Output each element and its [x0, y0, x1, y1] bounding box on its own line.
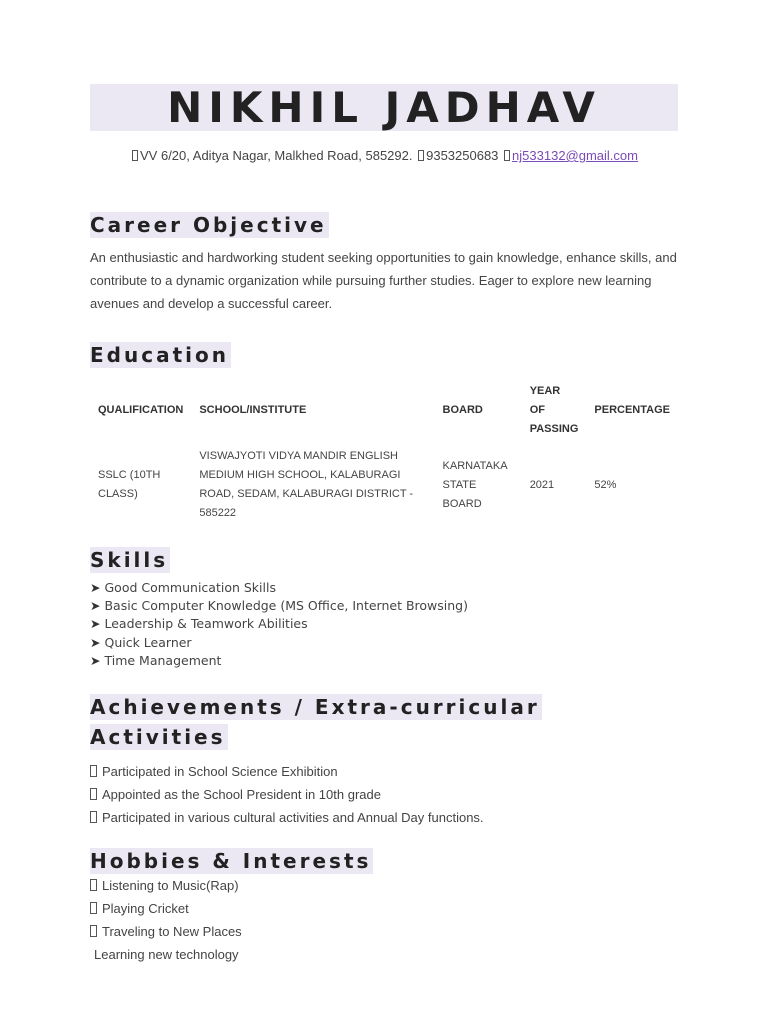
arrow-bullet-icon: ➤ [90, 616, 101, 632]
list-item: ➤ Good Communication Skills [90, 580, 276, 595]
list-item: ➤ Leadership & Teamwork Abilities [90, 616, 308, 632]
arrow-bullet-icon: ➤ [90, 634, 101, 650]
list-item: Participated in various cultural activities and Annual Day functions. [90, 806, 678, 829]
achievements-list [90, 760, 678, 829]
section-title-education: Education [90, 343, 229, 367]
col-header-qualification: QUALIFICATION [98, 404, 184, 416]
career-objective-text: An enthusiastic and hardworking student seeking opportunities to gain knowledge, enhance skills, and contribute to a dynamic organization while pursuing further studies. Eager to explore new learning avenues and develop a successful career. [90, 250, 677, 311]
list-item: Listening to Music(Rap) [90, 874, 678, 897]
list-item: Appointed as the School President in 10th grade [90, 783, 678, 806]
col-header-percentage: PERCENTAGE [594, 404, 670, 416]
section-title-achievements-line1: Achievements / Extra-curricular [90, 695, 540, 720]
career-objective-section [90, 212, 678, 315]
bullet-box-icon [90, 879, 97, 891]
section-title-career-objective: Career Objective [90, 213, 327, 237]
list-item: ➤ Time Management [90, 652, 222, 668]
contact-email-link[interactable]: nj533132@gmail.com [512, 148, 638, 163]
bullet-box-icon [90, 788, 97, 800]
bullet-box-icon [90, 925, 97, 937]
list-item: Playing Cricket [90, 897, 678, 920]
location-icon [132, 150, 138, 161]
skills-list [90, 579, 678, 670]
cell-year: 2021 [529, 478, 555, 491]
arrow-bullet-icon: ➤ [90, 598, 101, 614]
hobbies-list [90, 874, 678, 966]
education-table [90, 378, 678, 527]
col-header-board: BOARD [442, 404, 483, 416]
arrow-bullet-icon: ➤ [90, 652, 101, 668]
section-title-skills: Skills [90, 548, 169, 572]
section-title-achievements-line2: Activities [90, 725, 226, 750]
table-row [90, 443, 678, 527]
contact-phone: 9353250683 [426, 148, 499, 163]
bullet-box-icon [90, 902, 97, 914]
education-table-header [90, 378, 678, 443]
list-item: ➤ Basic Computer Knowledge (MS Office, Internet Browsing) [90, 598, 468, 614]
col-header-year: YEAR OF PASSING [529, 385, 579, 435]
contact-address: VV 6/20, Aditya Nagar, Malkhed Road, 585292. [140, 148, 413, 163]
list-item: Traveling to New Places [90, 920, 678, 943]
bullet-box-icon [90, 811, 97, 823]
candidate-name: NIKHIL JADHAV [167, 83, 601, 132]
achievements-section [90, 694, 678, 829]
col-header-school: SCHOOL/INSTITUTE [199, 404, 307, 416]
list-item: Participated in School Science Exhibition [90, 760, 678, 783]
phone-icon [418, 150, 424, 161]
contact-line [90, 148, 678, 163]
email-icon [504, 150, 510, 161]
arrow-bullet-icon: ➤ [90, 580, 101, 595]
bullet-box-icon [90, 765, 97, 777]
name-banner [90, 84, 678, 131]
resume-page [90, 84, 678, 966]
cell-board: KARNATAKA STATE BOARD [442, 459, 507, 510]
hobbies-section [90, 848, 678, 966]
cell-percentage: 52% [594, 478, 617, 491]
cell-school: VISWAJYOTI VIDYA MANDIR ENGLISH MEDIUM HIGH SCHOOL, KALABURAGI ROAD, SEDAM, KALABURAGI DISTRICT - 585222 [199, 450, 414, 519]
cell-qualification: SSLC (10TH CLASS) [98, 469, 161, 500]
list-item: Learning new technology [94, 947, 239, 963]
section-title-hobbies: Hobbies & Interests [90, 849, 372, 874]
education-section [90, 342, 678, 527]
list-item: ➤ Quick Learner [90, 634, 192, 650]
skills-section [90, 547, 678, 670]
